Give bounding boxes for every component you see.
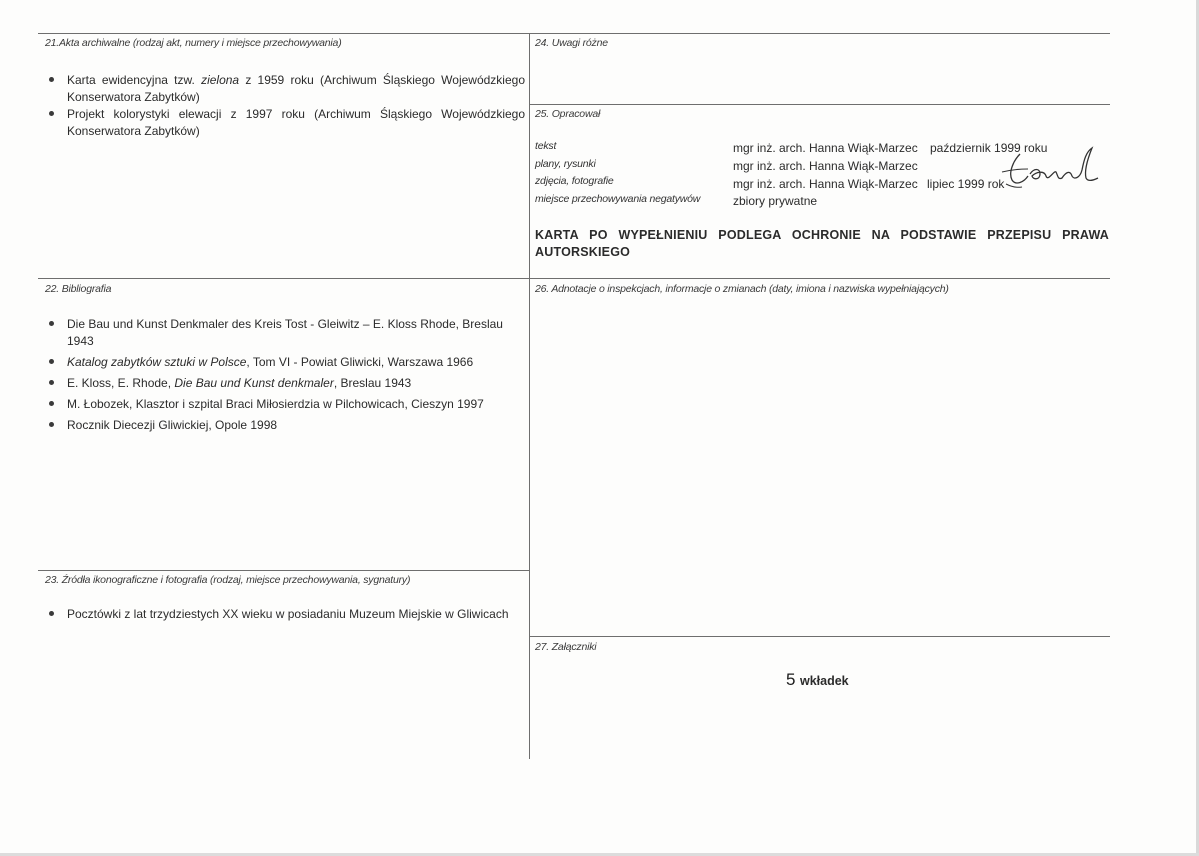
section-27-title: 27. Załączniki [535, 641, 597, 653]
section-25-title: 25. Opracował [535, 108, 601, 120]
rule-top [38, 33, 1110, 34]
bullet-icon [49, 111, 54, 116]
attachments-count: 5 [786, 670, 796, 689]
bullet-icon [49, 380, 54, 385]
list-item: E. Kloss, E. Rhode, Die Bau und Kunst denkmaler, Breslau 1943 [47, 375, 525, 392]
author-zdjecia: mgr inż. arch. Hanna Wiąk-Marzec [733, 177, 918, 191]
rule-middle [529, 33, 530, 759]
bullet-icon [49, 611, 54, 616]
bullet-icon [49, 77, 54, 82]
list-item: M. Łobozek, Klasztor i szpital Braci Miłosierdzia w Pilchowicach, Cieszyn 1997 [47, 396, 525, 413]
list-item: Rocznik Diecezji Gliwickiej, Opole 1998 [47, 417, 525, 434]
section-23-list [47, 606, 525, 623]
label-zdjecia: zdjęcia, fotografie [535, 175, 614, 187]
section-26-title: 26. Adnotacje o inspekcjach, informacje o zmianach (daty, imiona i nazwiska wypełniających) [535, 283, 949, 295]
list-item: Pocztówki z lat trzydziestych XX wieku w posiadaniu Muzeum Miejskie w Gliwicach [47, 606, 525, 623]
attachments-label: wkładek [800, 674, 849, 688]
copyright-notice: KARTA PO WYPEŁNIENIU PODLEGA OCHRONIE NA PODSTAWIE PRZEPISU PRAWA AUTORSKIEGO [535, 228, 1109, 259]
label-tekst: tekst [535, 140, 557, 152]
list-item: Katalog zabytków sztuki w Polsce, Tom VI - Powiat Gliwicki, Warszawa 1966 [47, 354, 525, 371]
date-zdjecia: lipiec 1999 rok [927, 177, 1005, 191]
section-23-title: 23. Źródła ikonograficzne i fotografia (rodzaj, miejsce przechowywania, sygnatury) [45, 574, 411, 586]
rule-25-top [529, 104, 1110, 105]
bullet-icon [49, 321, 54, 326]
label-negatywy: miejsce przechowywania negatywów [535, 193, 701, 205]
author-tekst: mgr inż. arch. Hanna Wiąk-Marzec [733, 141, 918, 155]
list-item: Karta ewidencyjna tzw. zielona z 1959 roku (Archiwum Śląskiego Wojewódzkiego Konserwatora Zabytków) [47, 72, 525, 106]
section-21-list [47, 72, 525, 140]
list-item: Die Bau und Kunst Denkmaler des Kreis Tost - Gleiwitz – E. Kloss Rhode, Breslau 1943 [47, 316, 525, 350]
section-22-list [47, 316, 525, 434]
section-21-title: 21.Akta archiwalne (rodzaj akt, numery i miejsce przechowywania) [45, 37, 342, 49]
label-plany: plany, rysunki [535, 158, 596, 170]
signature-icon [1000, 142, 1110, 197]
author-negatywy: zbiory prywatne [733, 194, 818, 208]
section-24-title: 24. Uwagi różne [535, 37, 608, 49]
bullet-icon [49, 359, 54, 364]
date-tekst: październik 1999 roku [930, 141, 1048, 155]
bullet-icon [49, 401, 54, 406]
author-plany: mgr inż. arch. Hanna Wiąk-Marzec [733, 159, 918, 173]
rule-23-top [38, 570, 529, 571]
list-item: Projekt kolorystyki elewacji z 1997 roku (Archiwum Śląskiego Wojewódzkiego Konserwatora Zabytków) [47, 106, 525, 140]
bullet-icon [49, 422, 54, 427]
section-22-title: 22. Bibliografia [45, 283, 112, 295]
rule-27-top [529, 636, 1110, 637]
rule-22-top [38, 278, 1110, 279]
